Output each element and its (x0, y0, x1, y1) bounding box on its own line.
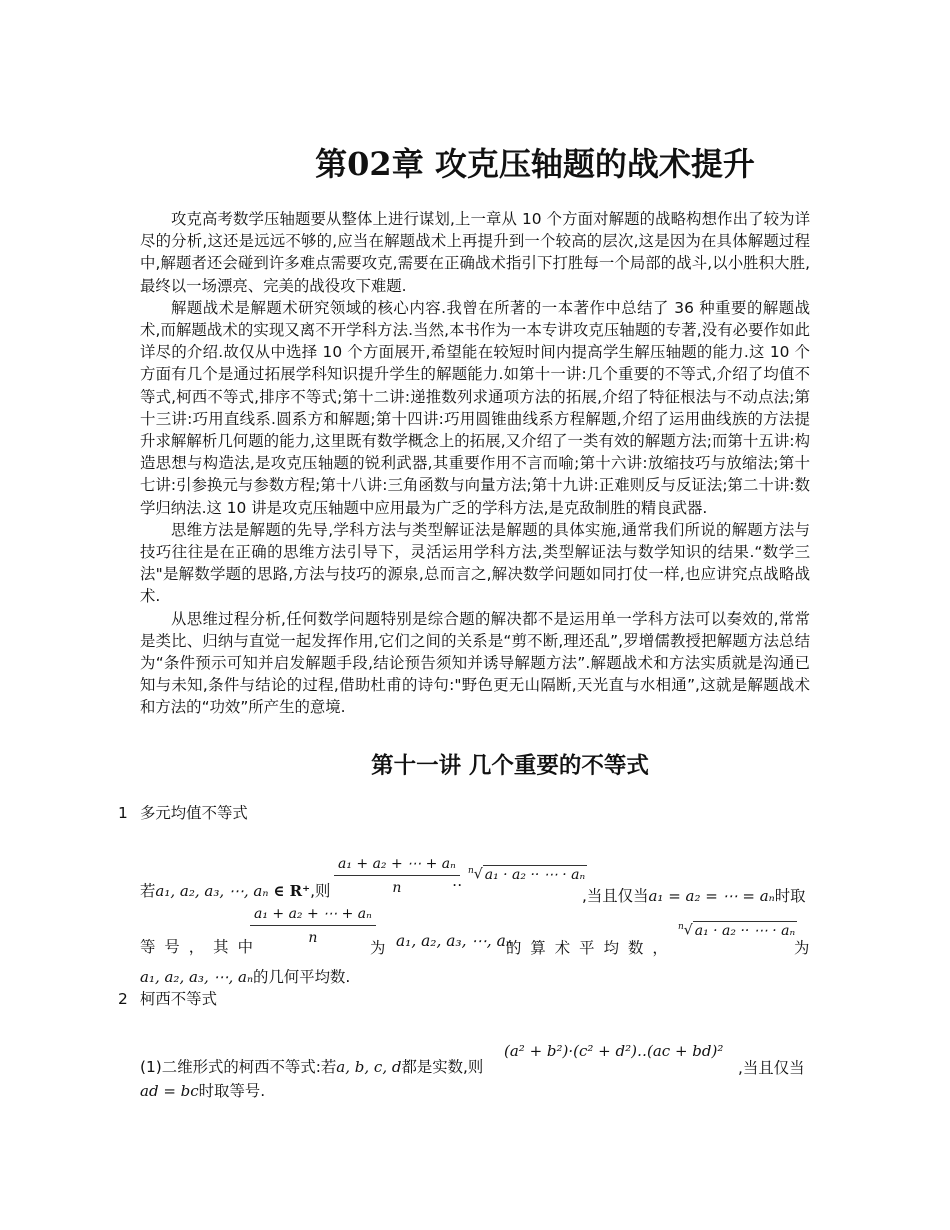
text-is2: 为 (794, 939, 810, 957)
text-real: 都是实数,则 (401, 1058, 484, 1076)
text-equality: 时取 (774, 887, 806, 905)
text-arith: 的算术平均数， (506, 939, 677, 957)
section-title: 柯西不等式 (140, 990, 217, 1008)
geometric-root: $^n$√ a₁ · a₂ ·· ⋯ · aₙ (468, 866, 586, 883)
math-sequence: a₁, a₂, a₃, ⋯, aₙ (155, 882, 269, 900)
math-condition: ad = bc (140, 1082, 199, 1100)
intro-text (140, 208, 810, 719)
text-when: ,当且仅当 (738, 1059, 805, 1077)
cauchy-inequality: (a² + b²)·(c² + d²)‥(ac + bd)² (504, 1042, 724, 1060)
relation-symbol: ‥ (452, 872, 463, 890)
root-index: n (678, 922, 684, 932)
text-then: ,则 (310, 882, 331, 900)
title-suffix: 章 攻克压轴题的战术提升 (391, 145, 755, 183)
title-number: 02 (347, 145, 392, 183)
paragraph: 解题战术是解题术研究领域的核心内容.我曾在所著的一本著作中总结了 36 种重要的解题战术,而解题战术的实现又离不开学科方法.当然,本书作为一本专讲攻克压轴题的专著,没有必要作如此详尽的介绍.故仅从中选择 10 个方面展开,希望能在较短时间内提高学生解压轴题的能力.这 10 个方面有几个是通过拓展学科知识提升学生的解题能力.如第十一讲:几个重要的不等式,介绍了均值不等式,柯西不等式,排序不等式;第十二讲:递推数列求通项方法的拓展,介绍了特征根法与不动点法;第十三讲:巧用直线系.圆系方和解题;第十四讲:巧用圆锥曲线系方程解题,介绍了运用曲线族的方法提升求解解析几何题的能力,这里既有数学概念上的拓展,又介绍了一类有效的解题方法;而第十五讲:构造思想与构造法,是攻克压轴题的锐利武器,其重要作用不言而喻;第十六讲:放缩技巧与放缩法;第十七讲:引参换元与参数方程;第十八讲:三角函数与向量方法;第十九讲:正难则反与反证法;第二十讲:数学归纳法.这 10 讲是攻克压轴题中应用最为广乏的学科方法,是克敌制胜的精良武器. (140, 298, 810, 517)
cauchy-statement-line2 (140, 1080, 810, 1102)
paragraph: 从思维过程分析,任何数学问题特别是综合题的解决都不是运用单一学科方法可以奏效的,常常是类比、归纳与直觉一起发挥作用,它们之间的关系是“剪不断,理还乱”,罗增儒教授把解题方法总结为“条件预示可知并启发解题手段,结论预告须知并诱导解题方法”.解题战术和方法实质就是沟通已知与未知,条件与结论的过程,借助杜甫的诗句:"野色更无山隔断,天光直与水相通”,这就是解题战术和方法的“功效”所产生的意境. (140, 609, 810, 717)
fraction-numerator: a₁ + a₂ + ⋯ + aₙ (334, 856, 460, 876)
math-equality: a₁ = a₂ = ⋯ = aₙ (648, 887, 775, 905)
section-number: 2 (118, 990, 128, 1008)
amgm-fraction (334, 856, 463, 896)
text-is: 为 (370, 939, 386, 957)
text-equal-sign: 等号，其中 (140, 938, 262, 956)
math-sequence: a₁, a₂, a₃, ⋯, aₙ (396, 932, 512, 950)
section-heading (118, 988, 217, 1010)
section-number: 1 (118, 804, 128, 822)
root-radicand: a₁ · a₂ ·· ⋯ · aₙ (694, 922, 796, 939)
geometric-root: $^n$√ a₁ · a₂ ·· ⋯ · aₙ (678, 922, 796, 939)
lecture-title: 第十一讲 几个重要的不等式 (371, 753, 649, 779)
amgm-statement-line3 (140, 966, 810, 988)
fraction-denominator: n (308, 930, 318, 946)
title-prefix: 第 (315, 145, 348, 183)
section-heading (118, 802, 248, 824)
item-label: (1)二维形式的柯西不等式:若 (140, 1058, 337, 1076)
paragraph: 攻克高考数学压轴题要从整体上进行谋划,上一章从 10 个方面对解题的战略构想作出了较为详尽的分析,这还是远远不够的,应当在解题战术上再提升到一个较高的层次,这是因为在具体解题过程中,解题者还会碰到许多难点需要攻克,需要在正确战术指引下打胜每一个局部的战斗,以小胜积大胜,最终以一场漂亮、完美的战役攻下难题. (140, 210, 810, 295)
fraction-numerator: a₁ + a₂ + ⋯ + aₙ (250, 906, 376, 926)
math-set: ∈ R⁺ (273, 882, 311, 900)
arith-mean-fraction (250, 906, 376, 946)
root-index: n (468, 866, 474, 876)
text-end: 时取等号. (198, 1082, 266, 1100)
text-if: 若 (140, 882, 156, 900)
chapter-title (200, 140, 870, 188)
paragraph: 思维方法是解题的先导,学科方法与类型解证法是解题的具体实施,通常我们所说的解题方法与技巧往往是在正确的思维方法引导下，灵活运用学科方法,类型解证法与数学知识的结果.“数学三法"是解数学题的思路,方法与技巧的源泉,总而言之,解决数学问题如同打仗一样,也应讲究点战略战术. (140, 520, 810, 606)
text-when (582, 884, 806, 906)
math-vars: a, b, c, d (336, 1058, 402, 1076)
root-radicand: a₁ · a₂ ·· ⋯ · aₙ (484, 866, 586, 883)
when-label: ,当且仅当 (582, 887, 649, 905)
section-title: 多元均值不等式 (140, 804, 248, 822)
fraction-denominator: n (392, 880, 402, 896)
math-sequence: a₁, a₂, a₃, ⋯, aₙ (140, 968, 254, 986)
text-geo: 的几何平均数. (253, 968, 351, 986)
